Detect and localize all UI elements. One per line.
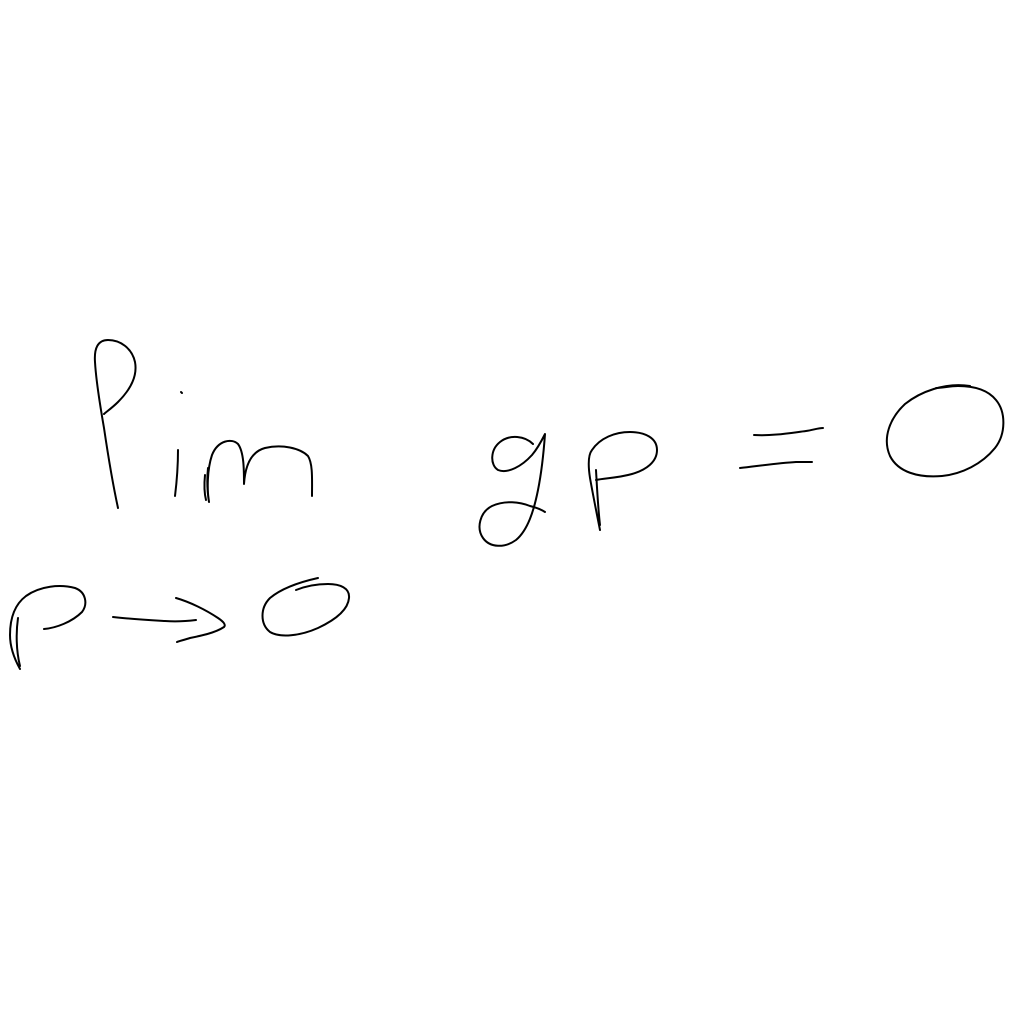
stroke-g (480, 434, 545, 546)
stroke-equals-top (754, 428, 823, 435)
stroke-m-left (204, 475, 206, 500)
stroke-p (589, 432, 657, 530)
stroke-dot (181, 392, 182, 393)
stroke-i (175, 450, 178, 496)
stroke-l (95, 340, 136, 508)
stroke-equals-bottom (740, 462, 812, 468)
stroke-sub-p (10, 586, 85, 669)
stroke-arrow-shaft (113, 617, 196, 621)
stroke-zero (887, 385, 1004, 476)
stroke-m (207, 441, 312, 502)
stroke-sub-zero (263, 578, 350, 635)
stroke-arrow-head (176, 598, 225, 642)
